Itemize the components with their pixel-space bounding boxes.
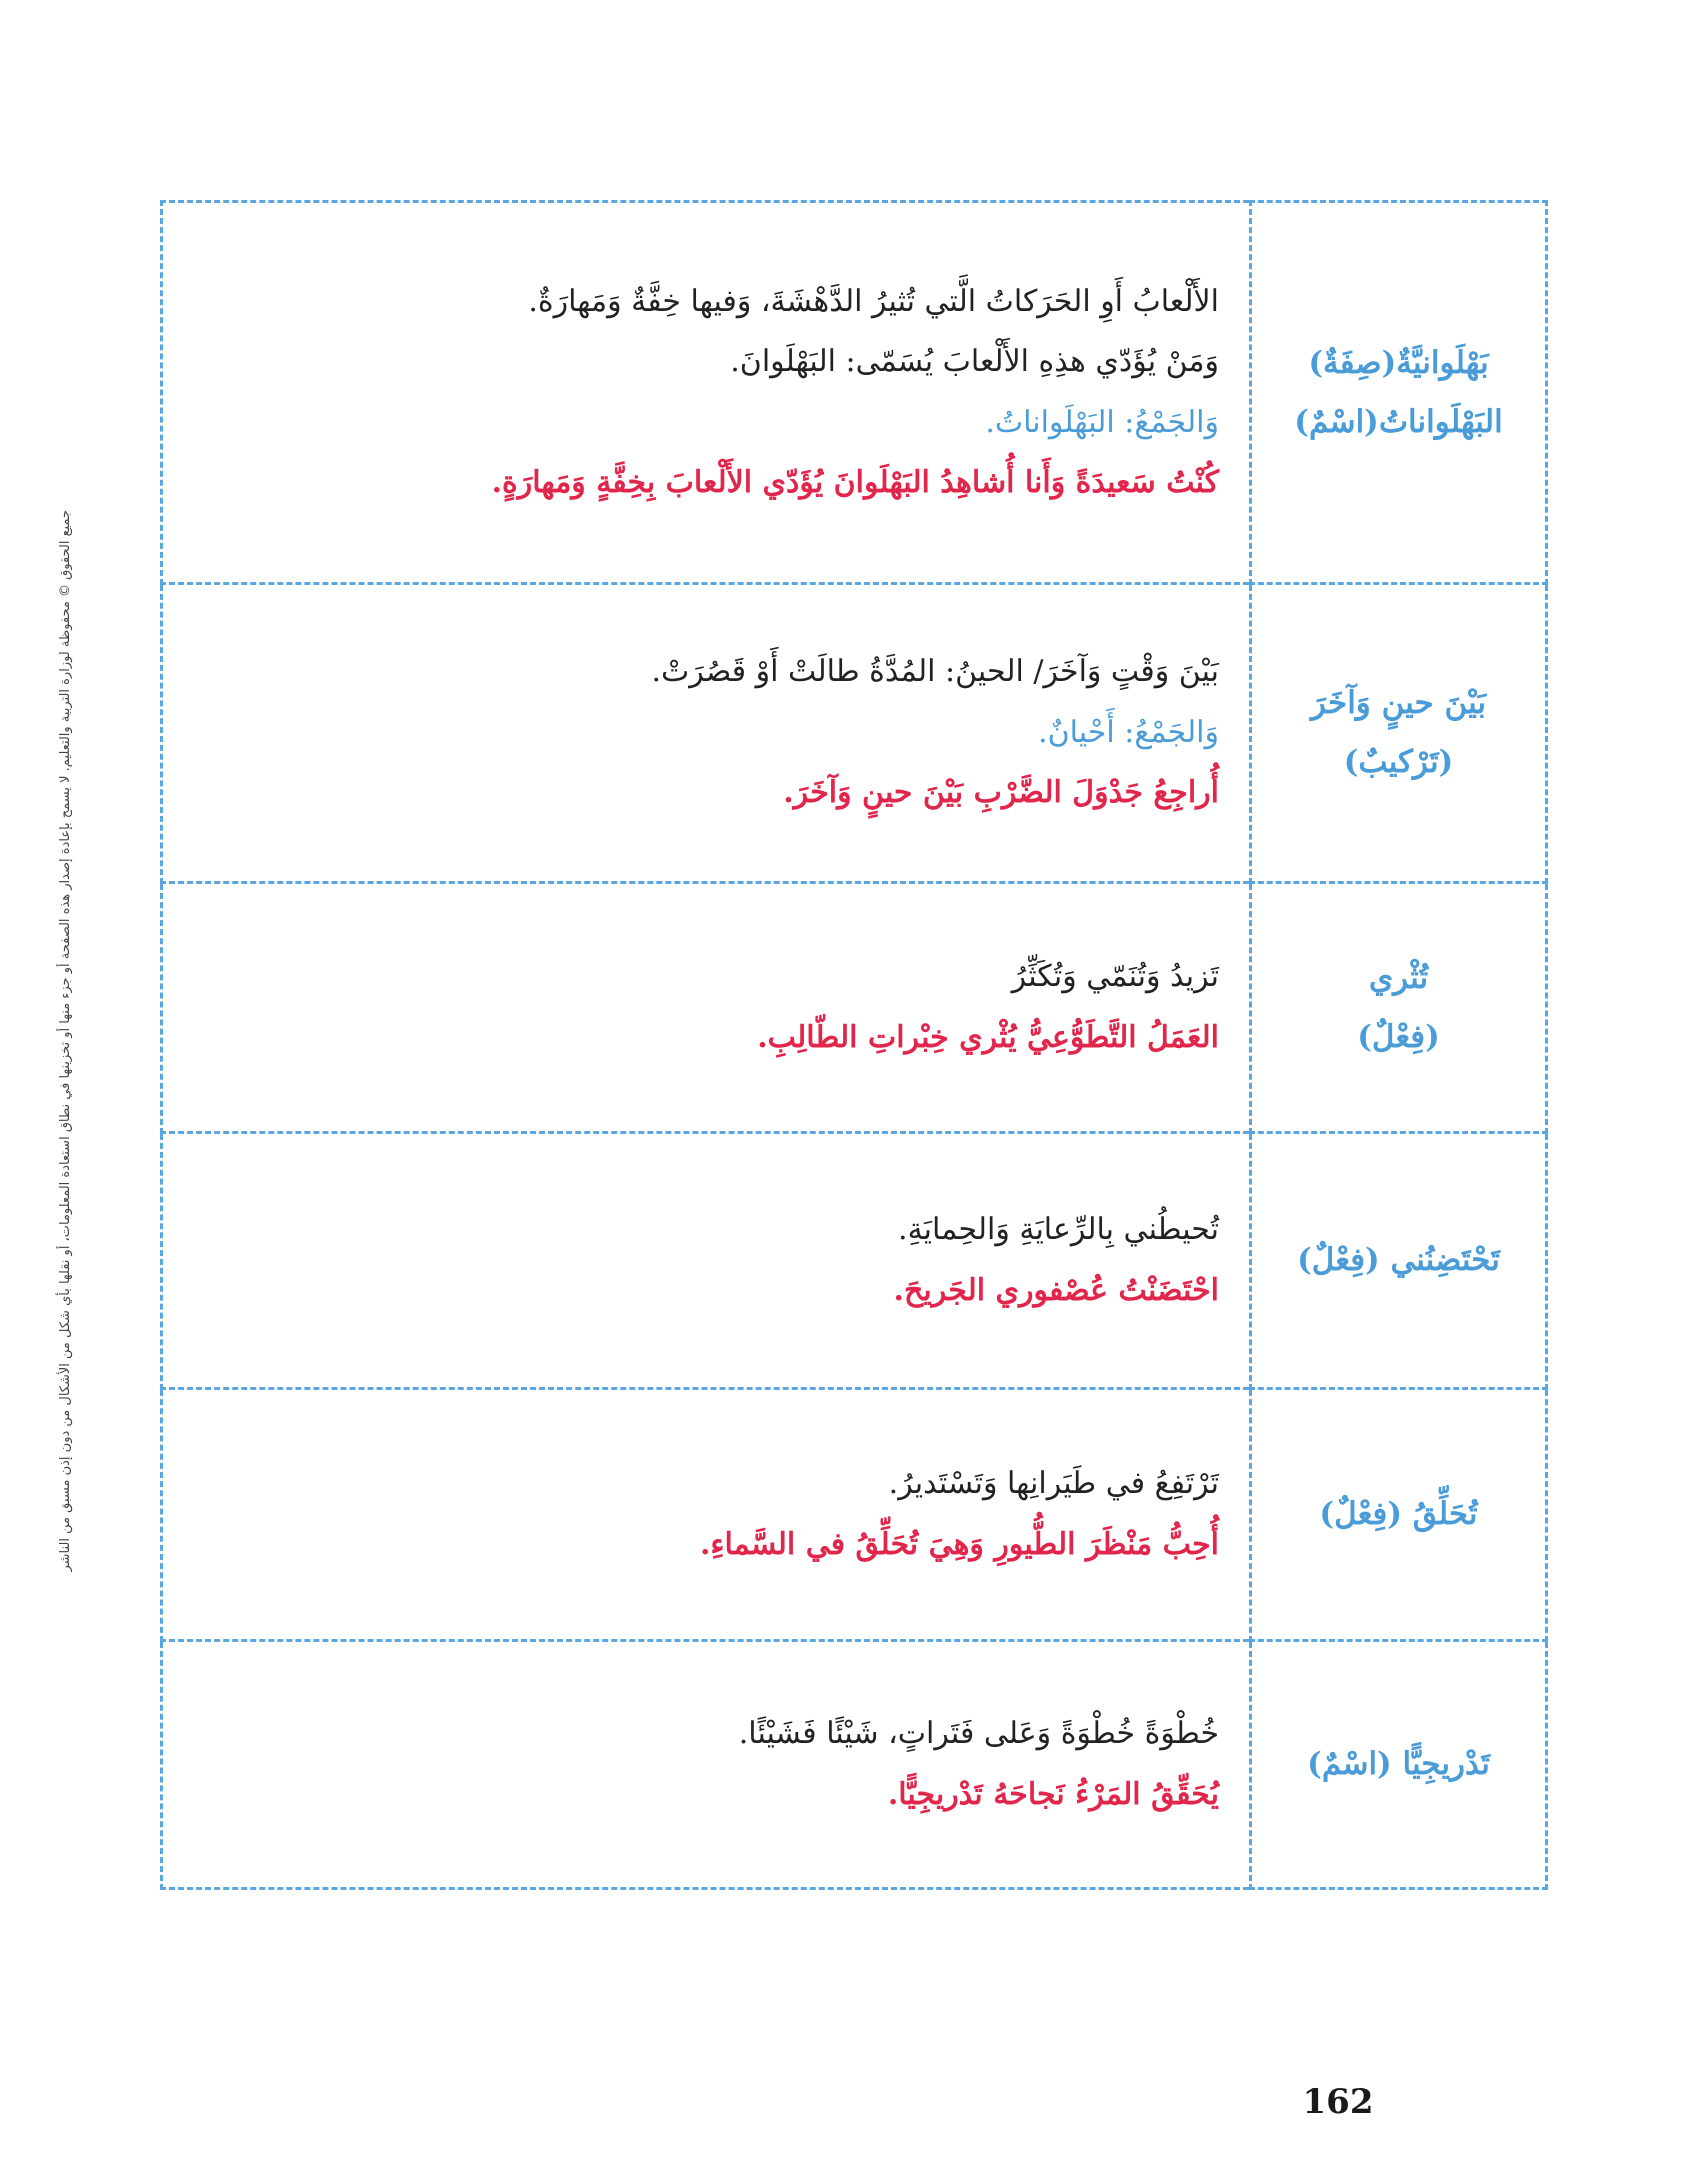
vocabulary-table <box>160 200 1548 1890</box>
meaning-cell <box>162 883 1251 1133</box>
word-label: تُحَلِّقُ (فِعْلٌ) <box>1319 1496 1478 1533</box>
definition-text: خُطْوَةً خُطْوَةً وَعَلى فَتَراتٍ، شَيْئًا فَشَيْئًا. <box>738 1716 1219 1751</box>
word-label: تَدْريجِيًّا (اسْمٌ) <box>1307 1746 1490 1783</box>
table-row <box>162 1641 1547 1889</box>
definition-text: تَرْتَفِعُ في طَيَرانِها وَتَسْتَديرُ. <box>888 1466 1219 1501</box>
example-sentence: أُراجِعُ جَدْوَلَ الضَّرْبِ بَيْنَ حينٍ وَآخَرَ. <box>783 775 1219 811</box>
example-sentence: احْتَضَنْتُ عُصْفوري الجَريحَ. <box>893 1272 1219 1308</box>
word-label: بَهْلَوانيَّةٌ(صِفَةٌ) <box>1308 344 1489 381</box>
definition-text: الأَلْعابُ أَوِ الحَرَكاتُ الَّتي تُثيرُ الدَّهْشَةَ، وَفيها خِفَّةٌ وَمَهارَةٌ. <box>528 283 1219 319</box>
word-cell <box>1251 1133 1547 1389</box>
word-label: البَهْلَواناتُ(اسْمٌ) <box>1294 403 1503 440</box>
word-label: (فِعْلٌ) <box>1357 1018 1440 1055</box>
word-cell <box>1251 584 1547 883</box>
copyright-note-text: جميع الحقوق © محفوظة لوزارة التربية والتعليم. لا يسمح بإعادة إصدار هذه الصفحة أو جزء منها أو تخزينها في نطاق استعادة المعلومات، أو نقلها بأي شكل من الأشكال من دون إذن مسبق من الناشر <box>58 510 73 1572</box>
word-label: (تَرْكيبٌ) <box>1343 744 1454 780</box>
word-label: تَحْتَضِنُني (فِعْلٌ) <box>1297 1242 1500 1279</box>
meaning-cell <box>162 584 1251 883</box>
word-cell <box>1251 1641 1547 1889</box>
meaning-cell <box>162 1133 1251 1389</box>
plural-text: وَالجَمْعُ: أَحْيانٌ. <box>1038 714 1219 750</box>
word-cell <box>1251 883 1547 1133</box>
example-sentence: يُحَقِّقُ المَرْءُ نَجاحَهُ تَدْريجِيًّا. <box>887 1776 1219 1812</box>
word-label: تُثْري <box>1368 959 1429 996</box>
definition-text: تُحيطُني بِالرِّعايَةِ وَالحِمايَةِ. <box>898 1212 1219 1247</box>
plural-text: وَالجَمْعُ: البَهْلَواناتُ. <box>985 404 1219 440</box>
meaning-cell <box>162 1641 1251 1889</box>
word-cell <box>1251 1389 1547 1641</box>
example-sentence: العَمَلُ التَّطَوُّعِيُّ يُثْري خِبْراتِ الطّالِبِ. <box>757 1019 1219 1055</box>
definition-text: تَزيدُ وَتُنَمّي وَتُكَثِّرُ <box>1011 959 1219 994</box>
meaning-cell <box>162 202 1251 584</box>
table-row <box>162 584 1547 883</box>
table-row <box>162 883 1547 1133</box>
meaning-cell <box>162 1389 1251 1641</box>
example-sentence: كُنْتُ سَعيدَةً وَأَنا أُشاهِدُ البَهْلَوانَ يُؤَدّي الأَلْعابَ بِخِفَّةٍ وَمَهارَةٍ. <box>491 465 1219 500</box>
table-row <box>162 202 1547 584</box>
definition-text: بَيْنَ وَقْتٍ وَآخَرَ/ الحينُ: المُدَّةُ طالَتْ أَوْ قَصُرَتْ. <box>651 654 1219 690</box>
example-sentence: أُحِبُّ مَنْظَرَ الطُّيورِ وَهِيَ تُحَلِّقُ في السَّماءِ. <box>699 1526 1219 1562</box>
word-cell <box>1251 202 1547 584</box>
page-number: 162 <box>1302 2082 1374 2122</box>
word-label: بَيْنَ حينٍ وَآخَرَ <box>1310 685 1487 722</box>
table-row <box>162 1389 1547 1641</box>
definition-text: وَمَنْ يُؤَدّي هذِهِ الأَلْعابَ يُسَمّى: البَهْلَوانَ. <box>730 344 1219 379</box>
table-row <box>162 1133 1547 1389</box>
